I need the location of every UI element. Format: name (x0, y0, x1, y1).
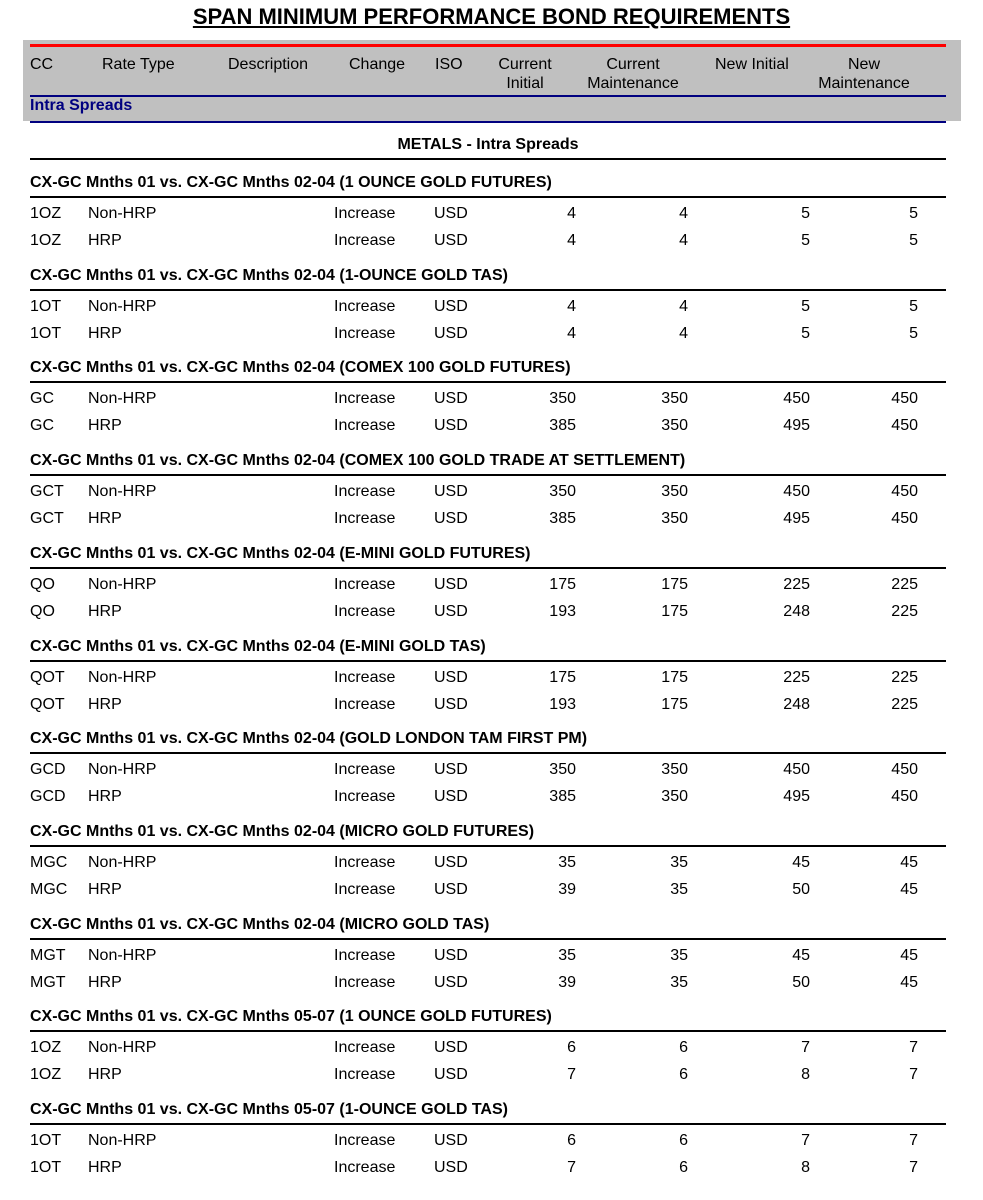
cell-new-maintenance: 45 (900, 880, 918, 898)
cell-new-maintenance: 7 (909, 1039, 918, 1056)
cell-current-maintenance: 4 (679, 231, 688, 249)
cell-rate-type: HRP (88, 1065, 122, 1083)
cell-current-maintenance: 6 (679, 1158, 688, 1176)
table-row (0, 417, 983, 437)
cell-iso: USD (434, 880, 468, 898)
cell-rate-type: HRP (88, 602, 122, 620)
group-divider (30, 660, 946, 662)
cell-current-maintenance: 350 (661, 390, 688, 407)
group-divider (30, 289, 946, 291)
cell-current-initial: 6 (567, 1039, 576, 1056)
cell-rate-type: HRP (88, 695, 122, 713)
cell-new-maintenance: 225 (891, 695, 918, 713)
group-title: CX-GC Mnths 01 vs. CX-GC Mnths 02-04 (1-OUNCE GOLD TAS) (30, 267, 508, 284)
cell-new-maintenance: 45 (900, 973, 918, 991)
cell-new-initial: 450 (783, 390, 810, 407)
cell-current-initial: 175 (549, 669, 576, 686)
cell-new-initial: 50 (792, 880, 810, 898)
cell-cc: QOT (30, 695, 65, 713)
cell-new-maintenance: 7 (909, 1065, 918, 1083)
cell-current-maintenance: 350 (661, 509, 688, 527)
cell-current-maintenance: 4 (679, 298, 688, 315)
column-header-new-maintenance-line2: Maintenance (818, 75, 910, 92)
group-title: CX-GC Mnths 01 vs. CX-GC Mnths 02-04 (MICRO GOLD TAS) (30, 916, 490, 933)
cell-rate-type: HRP (88, 509, 122, 527)
cell-current-maintenance: 350 (661, 483, 688, 500)
cell-new-initial: 7 (801, 1132, 810, 1149)
cell-iso: USD (434, 483, 468, 500)
cell-cc: GC (30, 390, 54, 407)
group-title: CX-GC Mnths 01 vs. CX-GC Mnths 02-04 (GOLD LONDON TAM FIRST PM) (30, 730, 588, 747)
cell-current-initial: 350 (549, 390, 576, 407)
cell-current-maintenance: 35 (670, 880, 688, 898)
cell-new-initial: 5 (801, 298, 810, 315)
cell-new-maintenance: 450 (891, 787, 918, 805)
cell-new-maintenance: 45 (900, 947, 918, 964)
table-row (0, 232, 983, 252)
cell-change: Increase (334, 669, 396, 686)
table-row (0, 483, 983, 503)
cell-current-initial: 385 (549, 509, 576, 527)
cell-change: Increase (334, 509, 396, 527)
category-navy-divider (30, 121, 946, 123)
cell-current-initial: 35 (558, 947, 576, 964)
cell-iso: USD (434, 669, 468, 686)
table-row (0, 298, 983, 318)
cell-new-maintenance: 225 (891, 602, 918, 620)
cell-cc: GCD (30, 761, 66, 778)
cell-change: Increase (334, 298, 396, 315)
group-title: CX-GC Mnths 01 vs. CX-GC Mnths 05-07 (1 OUNCE GOLD FUTURES) (30, 1008, 552, 1025)
cell-new-initial: 7 (801, 1039, 810, 1056)
group-title: CX-GC Mnths 01 vs. CX-GC Mnths 02-04 (E-MINI GOLD FUTURES) (30, 545, 531, 562)
cell-current-maintenance: 350 (661, 787, 688, 805)
cell-new-maintenance: 450 (891, 416, 918, 434)
cell-rate-type: Non-HRP (88, 761, 157, 778)
column-header-change: Change (349, 56, 406, 73)
cell-iso: USD (434, 695, 468, 713)
cell-iso: USD (434, 576, 468, 593)
cell-current-maintenance: 35 (670, 973, 688, 991)
cell-current-maintenance: 175 (661, 669, 688, 686)
column-header-new-maintenance (814, 55, 914, 93)
cell-change: Increase (334, 695, 396, 713)
cell-cc: MGC (30, 854, 68, 871)
cell-current-initial: 4 (567, 231, 576, 249)
cell-cc: 1OT (30, 1132, 62, 1149)
cell-iso: USD (434, 1158, 468, 1176)
cell-new-maintenance: 5 (909, 231, 918, 249)
table-row (0, 1039, 983, 1059)
cell-change: Increase (334, 602, 396, 620)
group-divider (30, 938, 946, 940)
cell-change: Increase (334, 761, 396, 778)
cell-current-maintenance: 6 (679, 1132, 688, 1149)
cell-new-initial: 45 (792, 947, 810, 964)
table-row (0, 854, 983, 874)
cell-rate-type: Non-HRP (88, 669, 157, 686)
header-navy-divider (30, 95, 946, 97)
group-title: CX-GC Mnths 01 vs. CX-GC Mnths 02-04 (COMEX 100 GOLD TRADE AT SETTLEMENT) (30, 452, 686, 469)
cell-cc: GCT (30, 509, 64, 527)
group-title: CX-GC Mnths 01 vs. CX-GC Mnths 02-04 (E-MINI GOLD TAS) (30, 638, 486, 655)
table-row (0, 576, 983, 596)
cell-iso: USD (434, 390, 468, 407)
group-divider (30, 845, 946, 847)
group-divider (30, 1123, 946, 1125)
cell-change: Increase (334, 973, 396, 991)
cell-new-maintenance: 5 (909, 205, 918, 222)
cell-cc: 1OT (30, 1158, 62, 1176)
cell-change: Increase (334, 231, 396, 249)
cell-change: Increase (334, 1065, 396, 1083)
group-title: CX-GC Mnths 01 vs. CX-GC Mnths 02-04 (COMEX 100 GOLD FUTURES) (30, 359, 571, 376)
cell-change: Increase (334, 390, 396, 407)
table-row (0, 881, 983, 901)
cell-new-initial: 495 (783, 509, 810, 527)
column-header-current-initial-line2: Initial (506, 75, 544, 92)
cell-current-maintenance: 175 (661, 602, 688, 620)
column-header-current-initial-line1: Current (498, 56, 552, 73)
cell-current-initial: 193 (549, 695, 576, 713)
cell-change: Increase (334, 1158, 396, 1176)
cell-new-maintenance: 7 (909, 1158, 918, 1176)
cell-iso: USD (434, 324, 468, 342)
cell-change: Increase (334, 1039, 396, 1056)
cell-rate-type: HRP (88, 324, 122, 342)
group-divider (30, 567, 946, 569)
column-header-rate-type: Rate Type (102, 56, 175, 73)
cell-cc: 1OZ (30, 1039, 62, 1056)
cell-rate-type: HRP (88, 787, 122, 805)
cell-new-initial: 5 (801, 324, 810, 342)
cell-cc: GC (30, 416, 54, 434)
cell-current-maintenance: 350 (661, 761, 688, 778)
cell-iso: USD (434, 947, 468, 964)
table-row (0, 761, 983, 781)
cell-cc: MGT (30, 947, 66, 964)
column-header-cc: CC (30, 56, 54, 73)
group-divider (30, 1030, 946, 1032)
cell-current-initial: 350 (549, 761, 576, 778)
cell-new-initial: 495 (783, 787, 810, 805)
cell-new-maintenance: 45 (900, 854, 918, 871)
cell-rate-type: Non-HRP (88, 390, 157, 407)
table-row (0, 974, 983, 994)
cell-current-maintenance: 175 (661, 695, 688, 713)
cell-new-initial: 8 (801, 1065, 810, 1083)
table-row (0, 947, 983, 967)
cell-cc: QO (30, 576, 55, 593)
section-title: METALS - Intra Spreads (397, 136, 579, 153)
cell-current-initial: 175 (549, 576, 576, 593)
table-row (0, 390, 983, 410)
column-header-new-maintenance-line1: New (847, 56, 880, 73)
table-row (0, 603, 983, 623)
cell-cc: 1OT (30, 298, 62, 315)
cell-new-initial: 248 (783, 695, 810, 713)
cell-current-initial: 35 (558, 854, 576, 871)
cell-new-maintenance: 5 (909, 298, 918, 315)
cell-rate-type: HRP (88, 231, 122, 249)
cell-new-initial: 450 (783, 761, 810, 778)
cell-rate-type: Non-HRP (88, 1039, 157, 1056)
category-label: Intra Spreads (30, 97, 133, 114)
cell-iso: USD (434, 787, 468, 805)
table-row (0, 669, 983, 689)
cell-rate-type: Non-HRP (88, 298, 157, 315)
cell-iso: USD (434, 205, 468, 222)
table-row (0, 1132, 983, 1152)
cell-new-initial: 495 (783, 416, 810, 434)
cell-iso: USD (434, 416, 468, 434)
cell-iso: USD (434, 973, 468, 991)
cell-new-maintenance: 450 (891, 761, 918, 778)
cell-change: Increase (334, 787, 396, 805)
table-row (0, 788, 983, 808)
cell-current-maintenance: 175 (661, 576, 688, 593)
cell-current-maintenance: 35 (670, 854, 688, 871)
cell-new-initial: 50 (792, 973, 810, 991)
cell-cc: GCT (30, 483, 64, 500)
cell-current-maintenance: 350 (661, 416, 688, 434)
cell-new-initial: 248 (783, 602, 810, 620)
group-divider (30, 474, 946, 476)
group-title: CX-GC Mnths 01 vs. CX-GC Mnths 02-04 (1 OUNCE GOLD FUTURES) (30, 174, 552, 191)
cell-iso: USD (434, 231, 468, 249)
cell-current-maintenance: 4 (679, 205, 688, 222)
cell-change: Increase (334, 854, 396, 871)
cell-current-initial: 7 (567, 1158, 576, 1176)
table-row (0, 205, 983, 225)
cell-rate-type: Non-HRP (88, 854, 157, 871)
cell-iso: USD (434, 602, 468, 620)
cell-new-initial: 45 (792, 854, 810, 871)
cell-new-maintenance: 450 (891, 390, 918, 407)
cell-new-maintenance: 450 (891, 483, 918, 500)
cell-new-initial: 225 (783, 669, 810, 686)
column-header-current-maintenance (583, 55, 683, 93)
column-header-current-maintenance-line1: Current (606, 56, 660, 73)
cell-current-initial: 350 (549, 483, 576, 500)
cell-cc: QO (30, 602, 55, 620)
cell-rate-type: Non-HRP (88, 576, 157, 593)
cell-rate-type: HRP (88, 973, 122, 991)
cell-new-maintenance: 450 (891, 509, 918, 527)
cell-current-initial: 4 (567, 205, 576, 222)
cell-cc: 1OZ (30, 205, 62, 222)
cell-current-initial: 7 (567, 1065, 576, 1083)
cell-iso: USD (434, 1065, 468, 1083)
cell-rate-type: Non-HRP (88, 947, 157, 964)
cell-new-initial: 450 (783, 483, 810, 500)
cell-iso: USD (434, 298, 468, 315)
cell-change: Increase (334, 880, 396, 898)
table-row (0, 1159, 983, 1179)
cell-current-initial: 385 (549, 787, 576, 805)
cell-new-maintenance: 225 (891, 669, 918, 686)
cell-iso: USD (434, 509, 468, 527)
cell-rate-type: Non-HRP (88, 483, 157, 500)
cell-iso: USD (434, 1132, 468, 1149)
cell-cc: 1OZ (30, 1065, 62, 1083)
cell-current-initial: 4 (567, 324, 576, 342)
cell-cc: 1OT (30, 324, 62, 342)
cell-change: Increase (334, 205, 396, 222)
cell-change: Increase (334, 576, 396, 593)
column-header-description: Description (228, 56, 309, 73)
column-header-current-maintenance-line2: Maintenance (587, 75, 679, 92)
cell-current-initial: 193 (549, 602, 576, 620)
cell-current-maintenance: 6 (679, 1065, 688, 1083)
cell-current-initial: 385 (549, 416, 576, 434)
cell-rate-type: HRP (88, 416, 122, 434)
cell-iso: USD (434, 854, 468, 871)
group-title: CX-GC Mnths 01 vs. CX-GC Mnths 05-07 (1-OUNCE GOLD TAS) (30, 1101, 508, 1118)
table-row (0, 510, 983, 530)
column-header-current-initial (485, 55, 565, 93)
table-row (0, 325, 983, 345)
column-header-iso: ISO (435, 56, 463, 73)
cell-current-initial: 4 (567, 298, 576, 315)
cell-cc: GCD (30, 787, 66, 805)
cell-current-maintenance: 35 (670, 947, 688, 964)
cell-rate-type: HRP (88, 880, 122, 898)
group-title: CX-GC Mnths 01 vs. CX-GC Mnths 02-04 (MICRO GOLD FUTURES) (30, 823, 535, 840)
cell-cc: MGT (30, 973, 66, 991)
cell-new-maintenance: 5 (909, 324, 918, 342)
cell-rate-type: Non-HRP (88, 1132, 157, 1149)
cell-iso: USD (434, 1039, 468, 1056)
cell-change: Increase (334, 947, 396, 964)
cell-current-initial: 39 (558, 973, 576, 991)
cell-cc: MGC (30, 880, 68, 898)
cell-current-initial: 6 (567, 1132, 576, 1149)
cell-new-initial: 5 (801, 205, 810, 222)
cell-change: Increase (334, 483, 396, 500)
cell-new-initial: 8 (801, 1158, 810, 1176)
header-red-divider (30, 44, 946, 47)
cell-new-initial: 5 (801, 231, 810, 249)
group-divider (30, 196, 946, 198)
cell-new-maintenance: 7 (909, 1132, 918, 1149)
group-divider (30, 752, 946, 754)
cell-new-initial: 225 (783, 576, 810, 593)
cell-rate-type: HRP (88, 1158, 122, 1176)
column-header-new-initial: New Initial (715, 56, 789, 73)
page-title: SPAN MINIMUM PERFORMANCE BOND REQUIREMENTS (192, 4, 791, 29)
cell-change: Increase (334, 416, 396, 434)
cell-current-initial: 39 (558, 880, 576, 898)
cell-rate-type: Non-HRP (88, 205, 157, 222)
cell-new-maintenance: 225 (891, 576, 918, 593)
cell-cc: 1OZ (30, 231, 62, 249)
cell-cc: QOT (30, 669, 65, 686)
cell-change: Increase (334, 324, 396, 342)
cell-current-maintenance: 4 (679, 324, 688, 342)
table-row (0, 696, 983, 716)
section-divider (30, 158, 946, 160)
cell-iso: USD (434, 761, 468, 778)
table-row (0, 1066, 983, 1086)
cell-current-maintenance: 6 (679, 1039, 688, 1056)
group-divider (30, 381, 946, 383)
cell-change: Increase (334, 1132, 396, 1149)
